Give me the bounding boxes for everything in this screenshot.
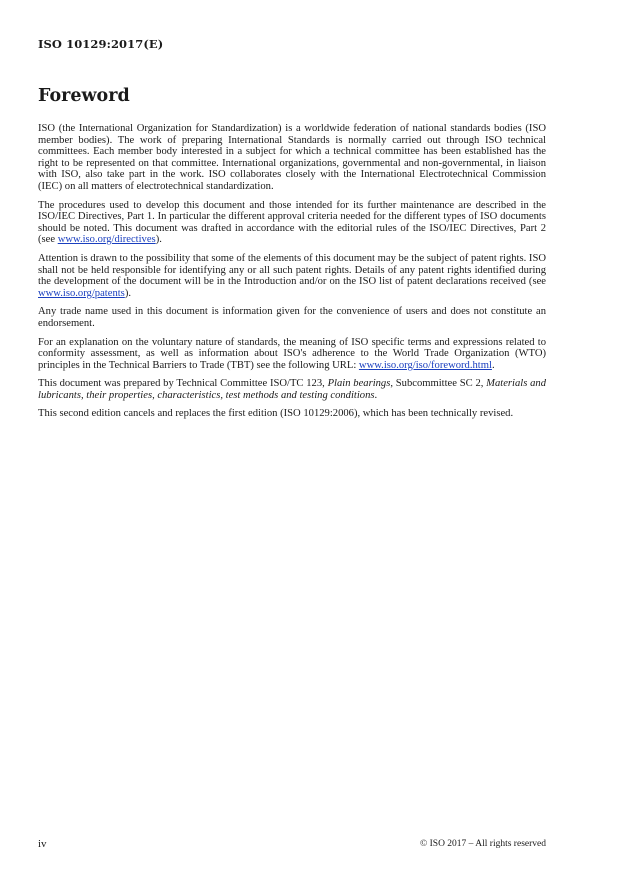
copyright-notice: © ISO 2017 – All rights reserved bbox=[420, 839, 546, 849]
paragraph-voluntary-text: For an explanation on the voluntary nature of standards, the meaning of ISO specific terms and expressions related to conformity assessment, as well as information about ISO's adherence to the World Trade Organization (WTO) principles in the Technical Barriers to Trade (TBT) see the following URL: bbox=[38, 336, 546, 371]
paragraph-procedures-text: The procedures used to develop this document and those intended for its further maintenance are described in the ISO/IEC Directives, Part 1. In particular the different approval criteria needed for the different types of ISO documents should be noted. This document was drafted in accordance with the editorial rules of the ISO/IEC Directives, Part 2 (see bbox=[38, 199, 546, 246]
paragraph-committee-end: . bbox=[374, 389, 378, 401]
paragraph-committee bbox=[38, 378, 546, 401]
patents-link[interactable]: www.iso.org/patents bbox=[38, 287, 125, 299]
paragraph-committee-text-b: , Subcommittee SC 2, bbox=[390, 378, 487, 390]
paragraph-procedures-end: ). bbox=[155, 234, 162, 246]
paragraph-procedures bbox=[38, 200, 546, 246]
page-number: iv bbox=[38, 838, 47, 850]
directives-link[interactable]: www.iso.org/directives bbox=[57, 234, 156, 246]
document-id: ISO 10129:2017(E) bbox=[38, 37, 164, 51]
paragraph-voluntary bbox=[38, 337, 546, 372]
paragraph-patents bbox=[38, 253, 546, 299]
paragraph-edition: This second edition cancels and replaces the first edition (ISO 10129:2006), which has been technically revised. bbox=[38, 408, 514, 420]
paragraph-committee-text-a: This document was prepared by Technical Committee ISO/TC 123, bbox=[38, 378, 328, 390]
paragraph-patents-text: Attention is drawn to the possibility that some of the elements of this document may be the subject of patent rights. ISO shall not be held responsible for identifying any or all such patent rights. Details of any patent rights identified during the development of the document will be in the Introduction and/or on the ISO list of patent declarations received (see bbox=[38, 252, 546, 288]
page-title: Foreword bbox=[38, 86, 130, 106]
paragraph-voluntary-end: . bbox=[491, 359, 495, 371]
paragraph-trade-name: Any trade name used in this document is information given for the convenience of users and does not constitute an endorsement. bbox=[38, 306, 546, 329]
paragraph-patents-end: ). bbox=[124, 287, 131, 299]
paragraph-iso-intro: ISO (the International Organization for Standardization) is a worldwide federation of national standards bodies (ISO member bodies). The work of preparing International Standards is normally carried out through ISO technical committees. Each member body interested in a subject for which a technical committee has been established has the right to be represented on that committee. International organizations, governmental and non-governmental, in liaison with ISO, also take part in the work. ISO collaborates closely with the International Electrotechnical Commission (IEC) on all matters of electrotechnical standardization. bbox=[38, 123, 546, 192]
foreword-link[interactable]: www.iso.org/iso/foreword.html bbox=[358, 359, 492, 371]
committee-title: Plain bearings bbox=[327, 378, 391, 390]
subcommittee-title: Materials and lubricants, their properties, characteristics, test methods and testing conditions bbox=[38, 378, 547, 401]
foreword-body bbox=[38, 123, 546, 427]
